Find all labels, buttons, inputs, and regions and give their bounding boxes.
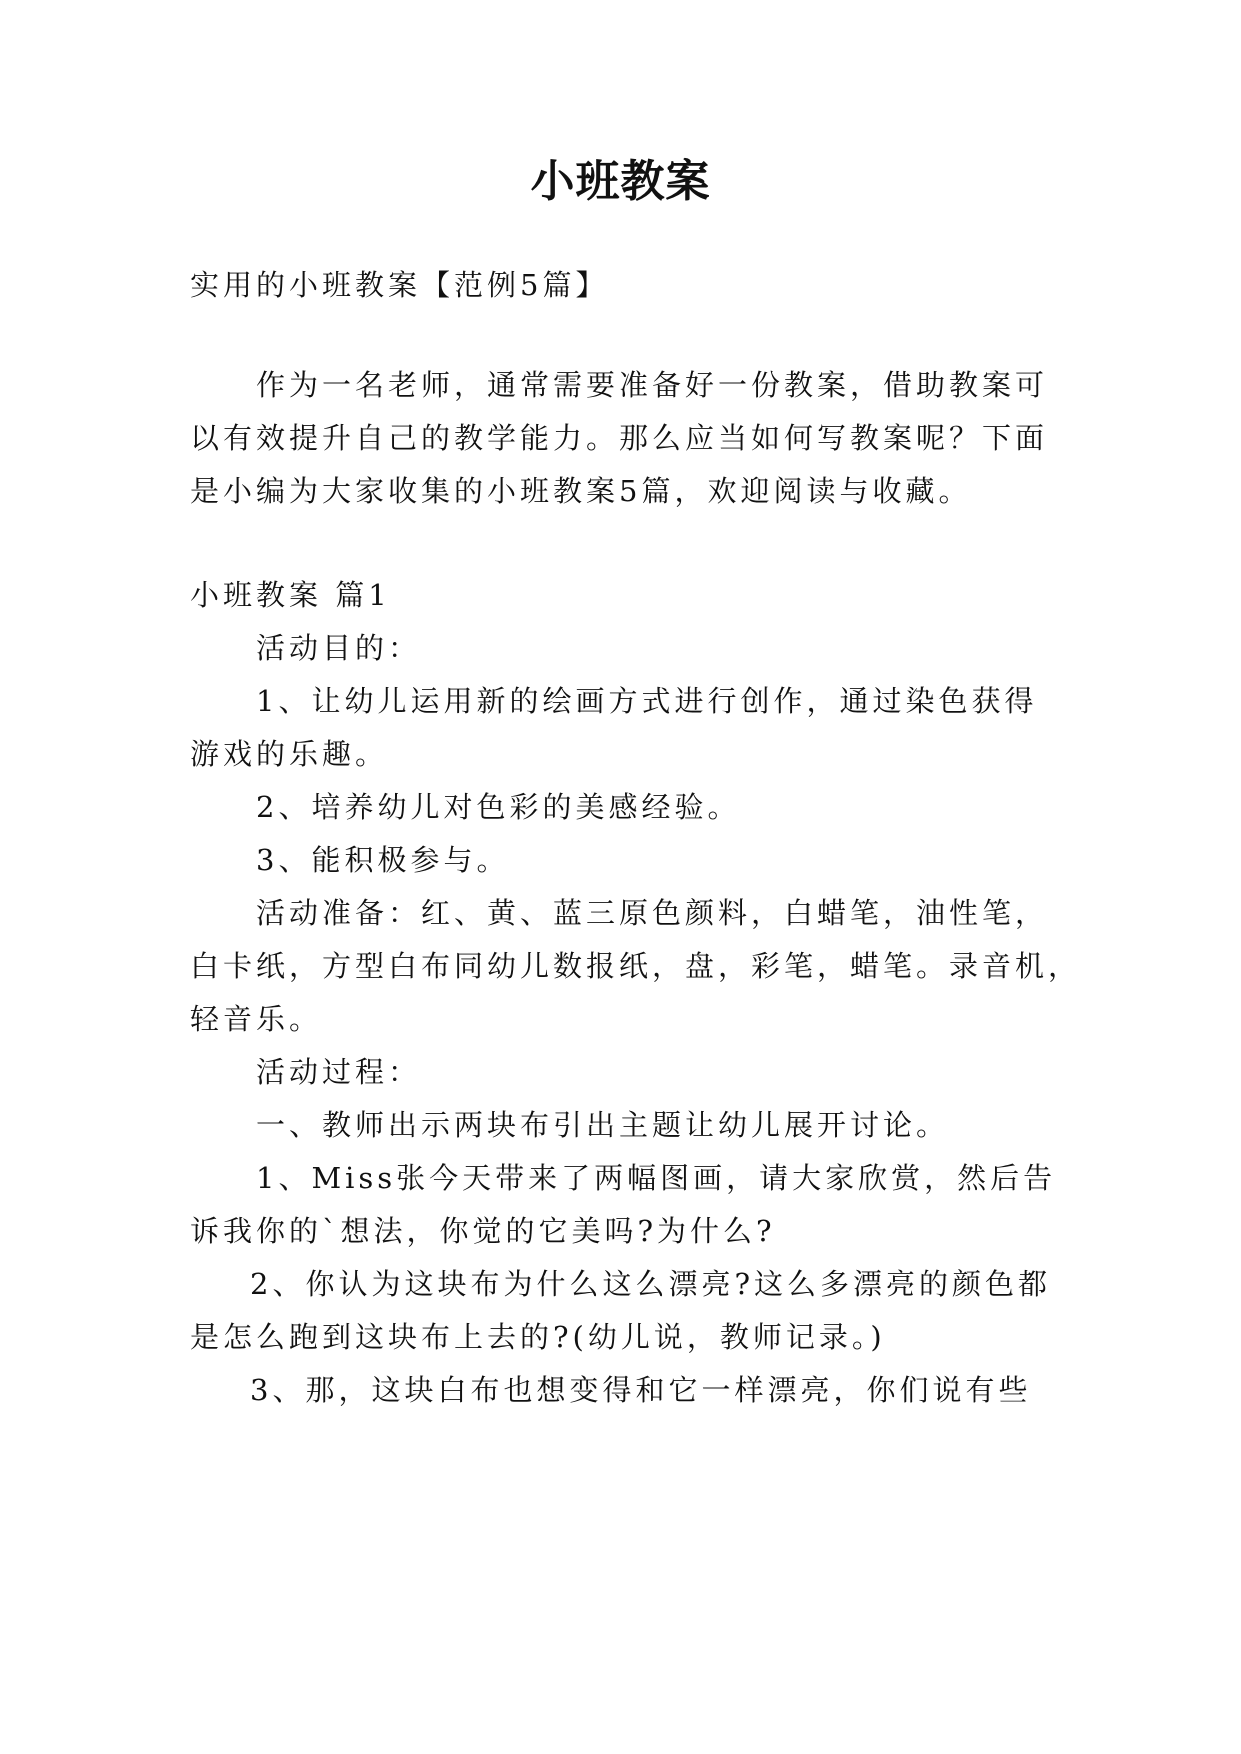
- body-line: 1、Miss张今天带来了两幅图画，请大家欣赏，然后告: [256, 1161, 1057, 1195]
- document-subtitle: 实用的小班教案【范例5篇】: [190, 268, 609, 302]
- body-line: 游戏的乐趣。: [190, 737, 389, 771]
- document-title: 小班教案: [530, 156, 711, 207]
- body-line: 诉我你的`想法，你觉的它美吗?为什么?: [190, 1214, 776, 1248]
- body-line: 一、教师出示两块布引出主题让幼儿展开讨论。: [256, 1108, 950, 1142]
- body-line: 白卡纸，方型白布同幼儿数报纸，盘，彩笔，蜡笔。录音机，: [190, 949, 1082, 983]
- intro-line: 作为一名老师，通常需要准备好一份教案，借助教案可: [256, 368, 1049, 402]
- body-line: 活动过程：: [256, 1055, 422, 1089]
- body-line: 1、让幼儿运用新的绘画方式进行创作，通过染色获得: [256, 684, 1038, 718]
- intro-line: 以有效提升自己的教学能力。那么应当如何写教案呢？下面: [190, 421, 1049, 455]
- intro-line: 是小编为大家收集的小班教案5篇，欢迎阅读与收藏。: [190, 474, 972, 508]
- body-line: 轻音乐。: [190, 1002, 323, 1036]
- body-line: 3、那，这块白布也想变得和它一样漂亮，你们说有些: [250, 1373, 1032, 1407]
- body-line: 2、培养幼儿对色彩的美感经验。: [256, 790, 741, 824]
- body-line: 活动目的：: [256, 631, 422, 665]
- body-line: 3、能积极参与。: [256, 843, 510, 877]
- body-line: 2、你认为这块布为什么这么漂亮?这么多漂亮的颜色都: [250, 1267, 1051, 1301]
- body-line: 活动准备：红、黄、蓝三原色颜料，白蜡笔，油性笔，: [256, 896, 1049, 930]
- body-line: 是怎么跑到这块布上去的?(幼儿说，教师记录。): [190, 1320, 886, 1354]
- section-heading: 小班教案 篇1: [190, 578, 391, 612]
